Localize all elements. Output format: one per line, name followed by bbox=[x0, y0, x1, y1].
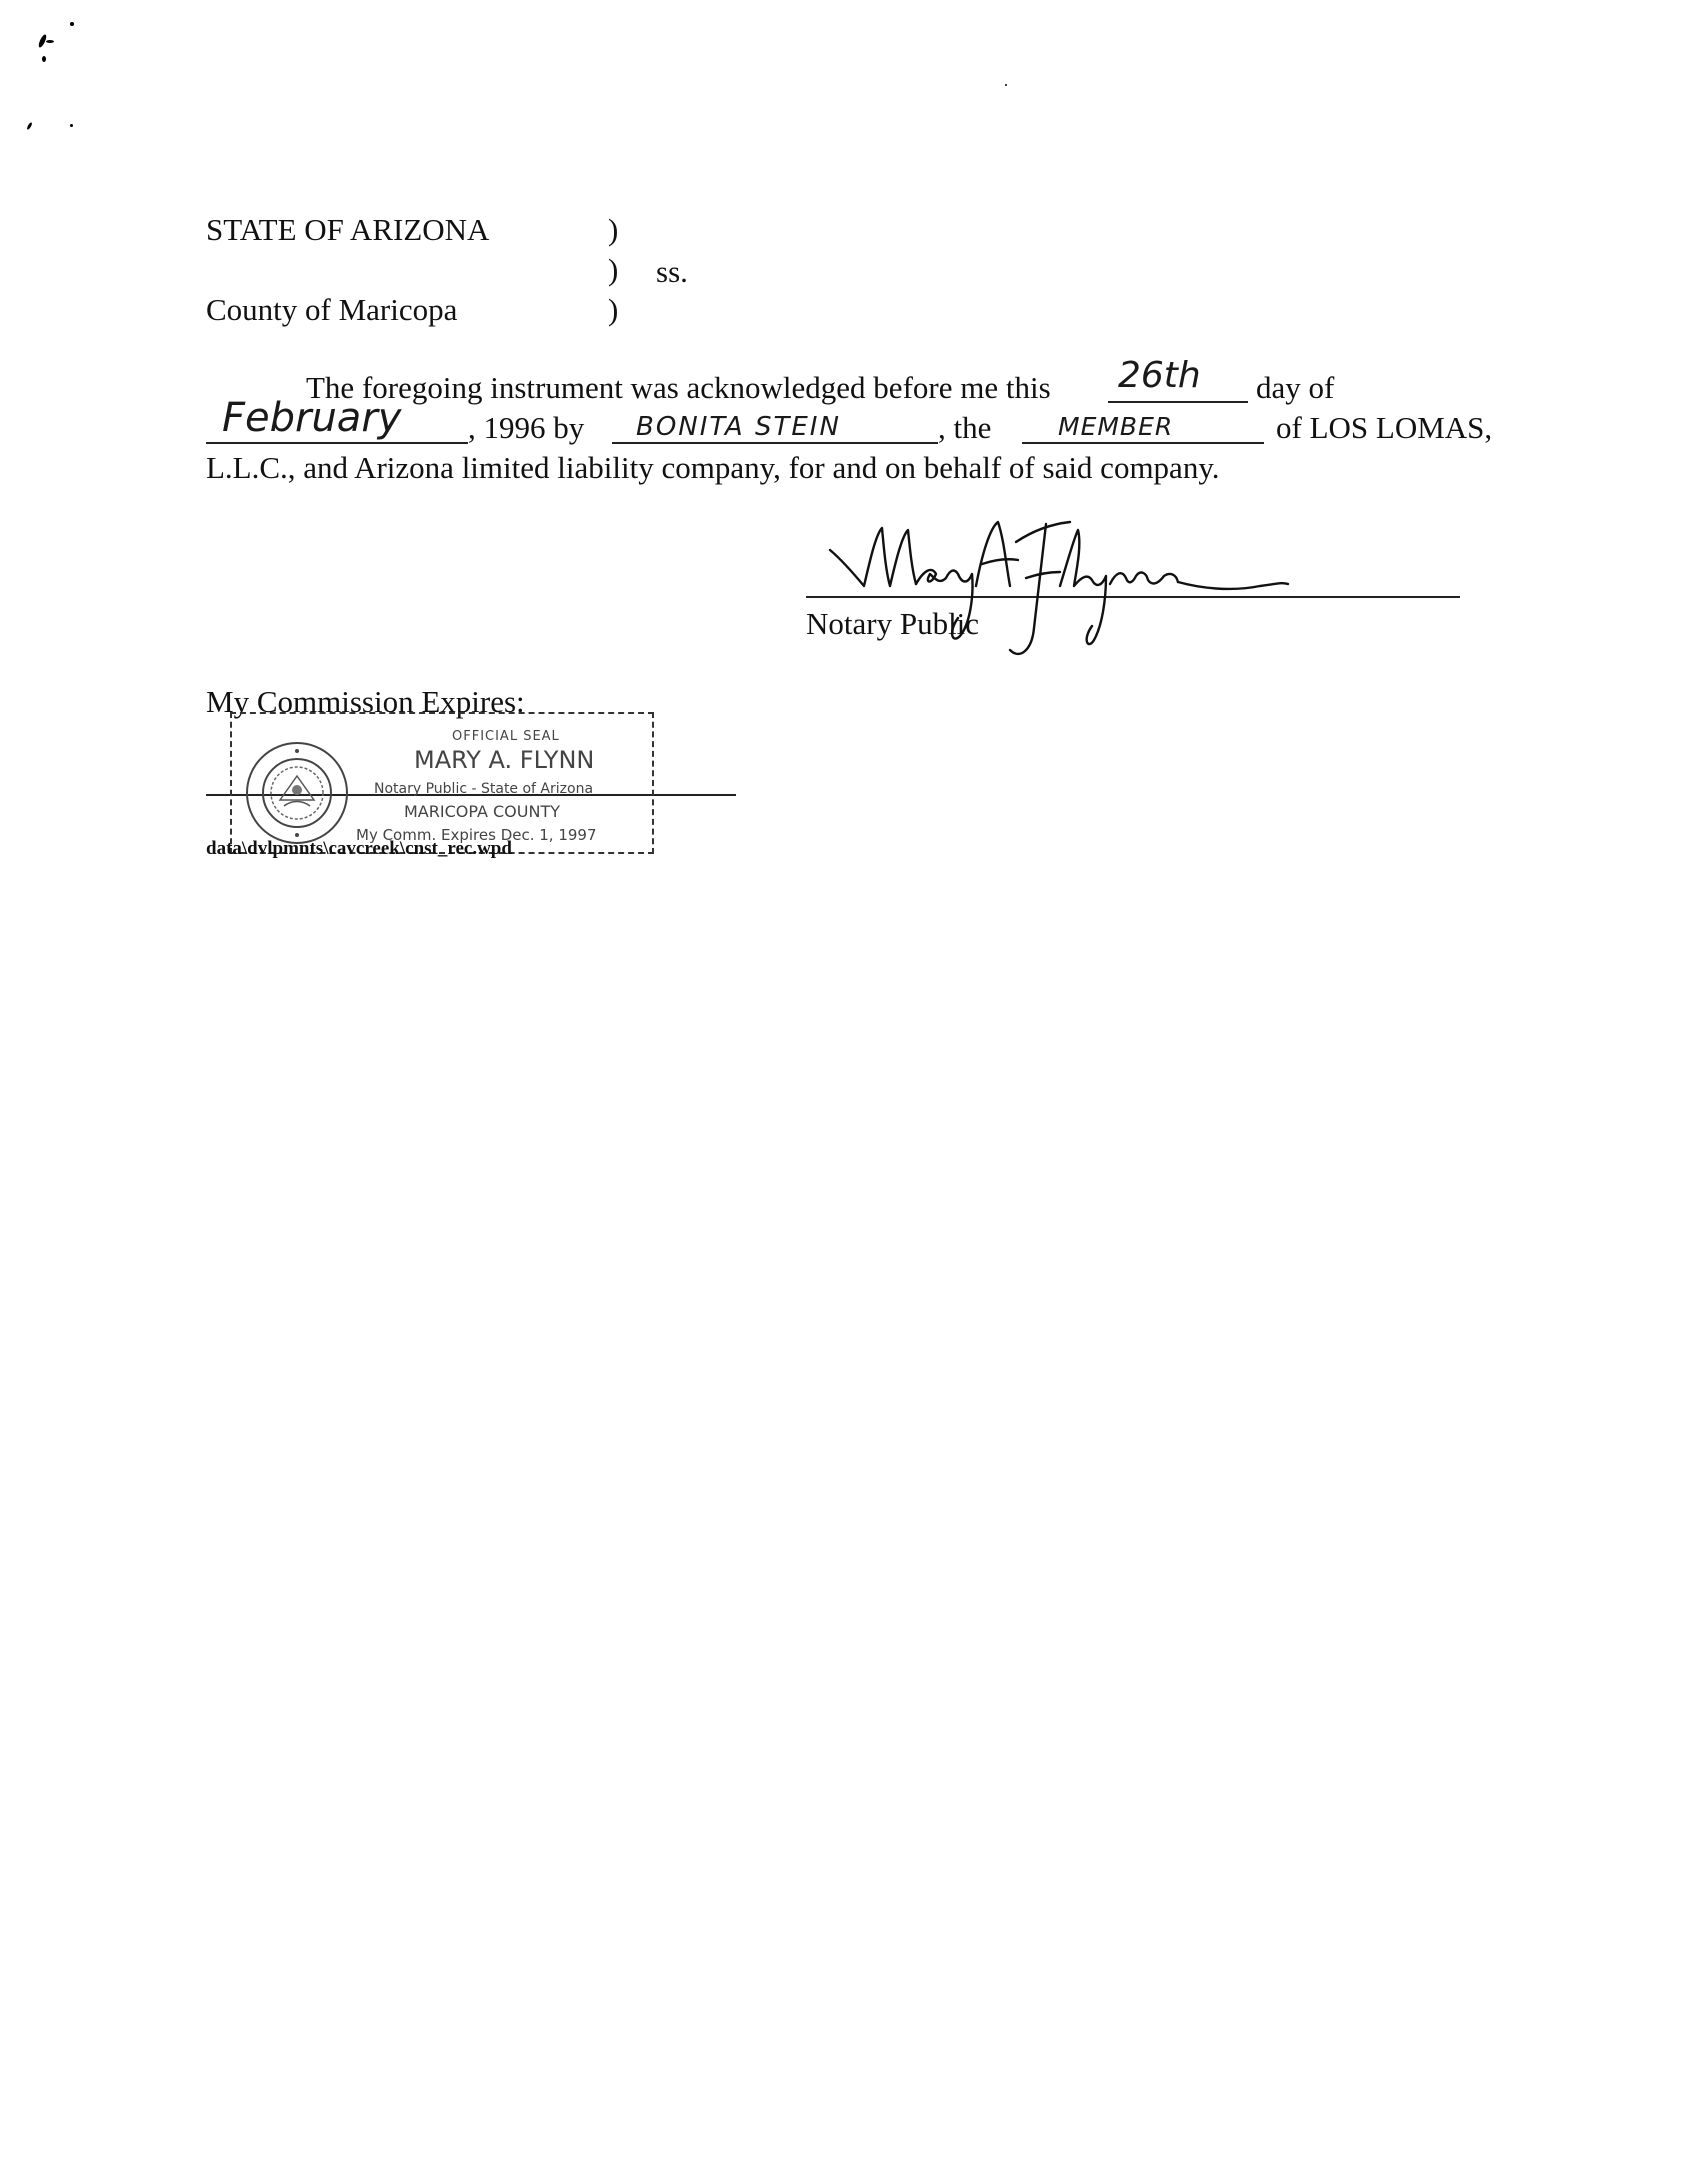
day-handwritten: 26th bbox=[1118, 355, 1201, 396]
role-handwritten: MEMBER bbox=[1058, 412, 1174, 441]
ack-intro: The foregoing instrument was acknowledged before me this bbox=[306, 370, 1051, 405]
day-of-text: day of bbox=[1256, 370, 1335, 405]
name-blank bbox=[612, 442, 938, 444]
seal-line-2: MARICOPA COUNTY bbox=[404, 802, 560, 821]
seal-name: MARY A. FLYNN bbox=[414, 746, 595, 774]
seal-title: OFFICIAL SEAL bbox=[452, 729, 560, 744]
ack-line-3: L.L.C., and Arizona limited liability company, for and on behalf of said company. bbox=[206, 450, 1220, 485]
venue-paren-2: ) bbox=[608, 252, 619, 287]
county-label: County of Maricopa bbox=[206, 292, 458, 327]
notary-public-label: Notary Public bbox=[806, 606, 980, 641]
seal-expires: My Comm. Expires Dec. 1, 1997 bbox=[356, 826, 597, 844]
month-handwritten: February bbox=[222, 395, 402, 441]
month-blank bbox=[206, 442, 468, 444]
commission-label: My Commission Expires: bbox=[206, 684, 525, 719]
arizona-state-seal-icon bbox=[244, 740, 350, 846]
state-label: STATE OF ARIZONA bbox=[206, 212, 490, 247]
year-by-text: , 1996 by bbox=[468, 410, 585, 445]
day-blank bbox=[1108, 401, 1248, 403]
file-path-footer: data\dvlpmnts\cavcreek\cnst_rec.wpd bbox=[206, 838, 512, 859]
venue-paren-3: ) bbox=[608, 292, 619, 327]
ss-label: ss. bbox=[656, 254, 688, 289]
venue-paren-1: ) bbox=[608, 212, 619, 247]
role-blank bbox=[1022, 442, 1264, 444]
the-text: , the bbox=[938, 410, 992, 445]
official-seal bbox=[230, 712, 654, 854]
company-text: of LOS LOMAS, bbox=[1276, 410, 1493, 445]
seal-line-1: Notary Public - State of Arizona bbox=[374, 781, 594, 797]
name-handwritten: BONITA STEIN bbox=[636, 412, 841, 442]
